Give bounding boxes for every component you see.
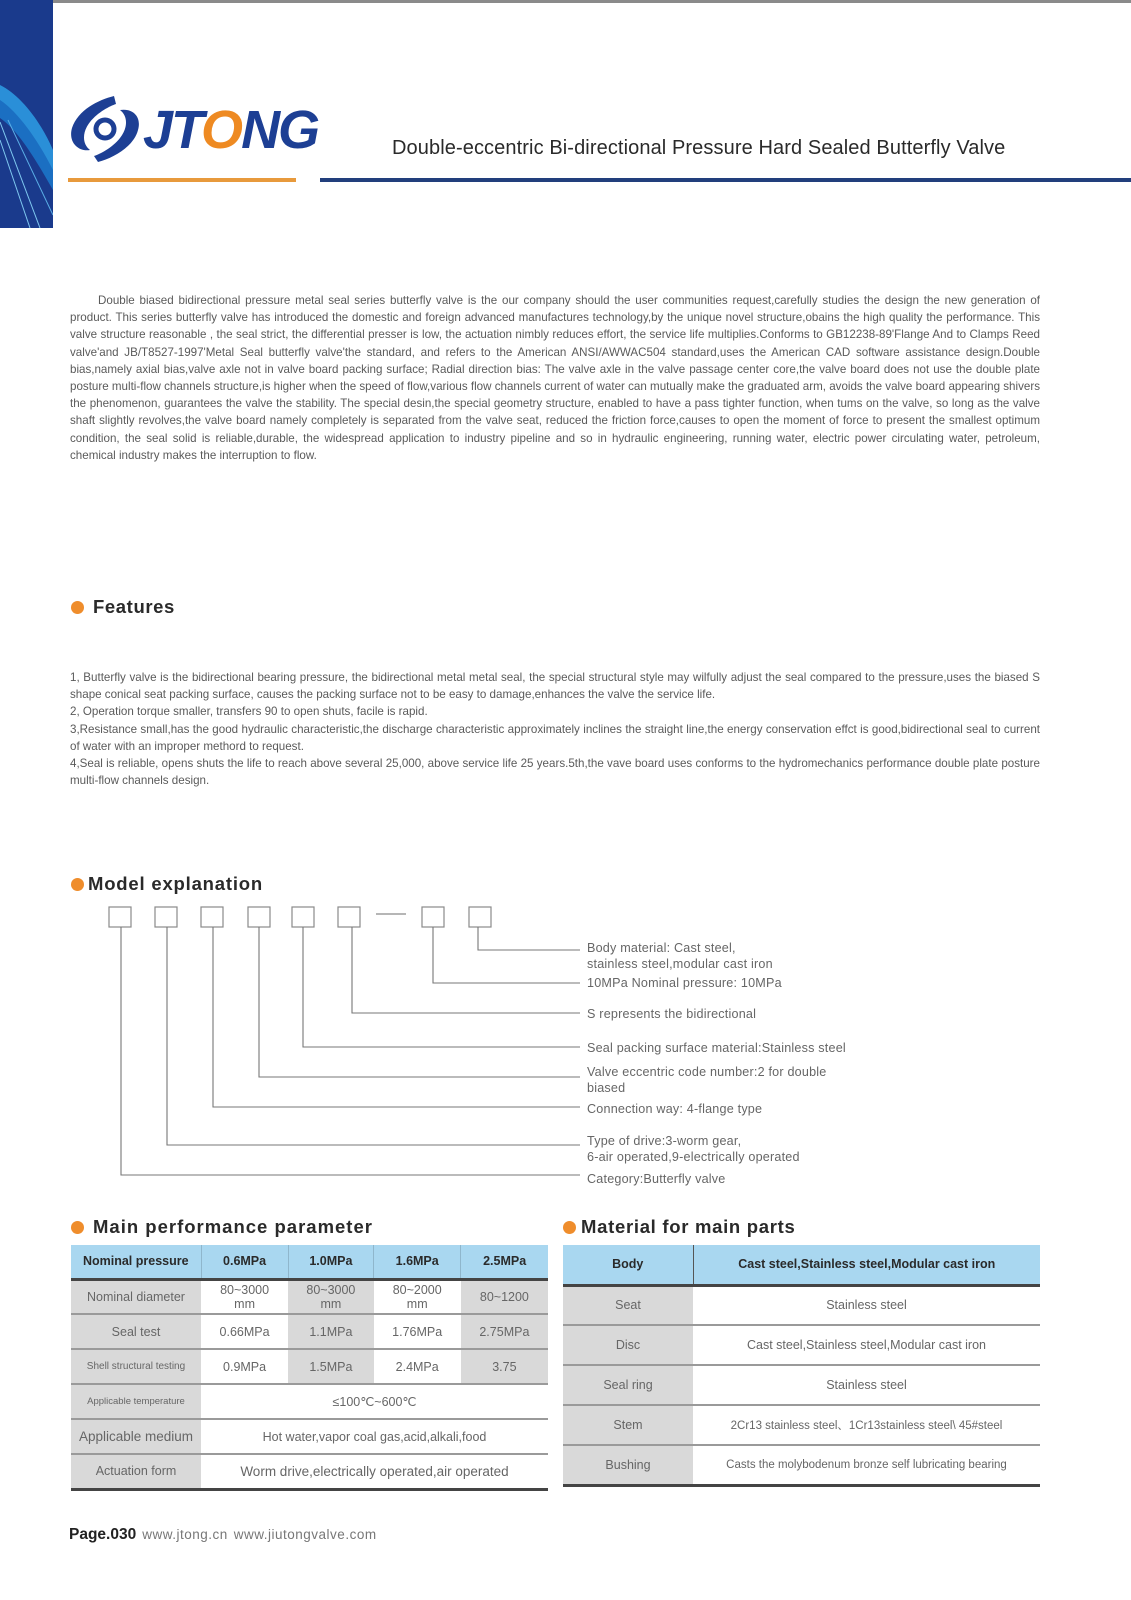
brand-suffix: NG <box>241 100 319 160</box>
table-row <box>563 1285 1040 1325</box>
bullet-dot-icon <box>71 878 84 891</box>
row-label: Applicable temperature <box>71 1384 201 1419</box>
swirl-logo-icon <box>68 92 142 167</box>
model-label: Connection way: 4-flange type <box>587 1102 763 1116</box>
table-cell: 2.75MPa <box>461 1314 548 1349</box>
bullet-dot-icon <box>71 1221 84 1234</box>
brand-accent-letter: O <box>201 100 242 160</box>
model-label: Body material: Cast steel, <box>587 941 736 955</box>
materials-heading <box>563 1216 796 1238</box>
header-cell: 0.6MPa <box>201 1245 288 1279</box>
table-row <box>71 1384 548 1419</box>
table-cell: Stainless steel <box>693 1365 1040 1405</box>
table-cell: 1.76MPa <box>374 1314 461 1349</box>
code-box-8 <box>469 907 491 927</box>
row-label: Shell structural testing <box>71 1349 201 1384</box>
header-cell: 1.6MPa <box>374 1245 461 1279</box>
feature-item: 4,Seal is reliable, opens shuts the life to reach above several 25,000, above service life 25 years.5th,the vave board uses conforms to the hydromechanics performance double plate posture multi-flow channels design. <box>70 757 1040 788</box>
header-cell: Nominal pressure <box>71 1245 201 1279</box>
table-cell: Casts the molybodenum bronze self lubricating bearing <box>693 1445 1040 1485</box>
table-row <box>71 1349 548 1384</box>
materials-heading-text: Material for main parts <box>581 1216 796 1237</box>
code-box-5 <box>292 907 314 927</box>
document-title: Double-eccentric Bi-directional Pressure Hard Sealed Butterfly Valve <box>392 137 1006 159</box>
table-cell: 1.1MPa <box>288 1314 373 1349</box>
model-label: Type of drive:3-worm gear, <box>587 1134 742 1148</box>
model-label: Category:Butterfly valve <box>587 1172 726 1186</box>
code-box-6 <box>338 907 360 927</box>
table-row <box>563 1405 1040 1445</box>
model-label: S represents the bidirectional <box>587 1007 757 1021</box>
row-label: Bushing <box>563 1445 693 1485</box>
website-link[interactable]: www.jtong.cn <box>142 1527 228 1542</box>
performance-heading-text: Main performance parameter <box>93 1216 373 1237</box>
table-row <box>563 1365 1040 1405</box>
code-box-2 <box>155 907 177 927</box>
code-box-1 <box>109 907 131 927</box>
table-cell: 2Cr13 stainless steel、1Cr13stainless steel\ 45#steel <box>693 1405 1040 1445</box>
features-list <box>70 669 1040 789</box>
table-cell: 3.75 <box>461 1349 548 1384</box>
model-heading-text: Model explanation <box>88 873 263 894</box>
row-label: Applicable medium <box>71 1419 201 1454</box>
table-row <box>563 1325 1040 1365</box>
row-label: Seal ring <box>563 1365 693 1405</box>
row-label: Seat <box>563 1285 693 1325</box>
table-cell: Hot water,vapor coal gas,acid,alkali,food <box>201 1419 548 1454</box>
table-cell: 0.9MPa <box>201 1349 288 1384</box>
table-row <box>71 1279 548 1314</box>
model-label: Valve eccentric code number:2 for double <box>587 1065 827 1079</box>
feature-item: 2, Operation torque smaller, transfers 90 to open shuts, facile is rapid. <box>70 705 428 719</box>
model-label: stainless steel,modular cast iron <box>587 957 773 971</box>
table-header-row <box>563 1245 1040 1285</box>
code-box-7 <box>422 907 444 927</box>
jtong-logo <box>68 92 318 167</box>
feature-item: 3,Resistance small,has the good hydraulic characteristic,the discharge characteristic approximately inclines the straight line,the energy conservation effct is good,bidirectional seal to current of water with an improper methord to request. <box>70 722 1040 753</box>
bullet-dot-icon <box>71 601 84 614</box>
table-cell: 2.4MPa <box>374 1349 461 1384</box>
table-cell: 80~3000 mm <box>288 1279 373 1314</box>
code-box-4 <box>248 907 270 927</box>
website-link[interactable]: www.jiutongvalve.com <box>233 1527 377 1542</box>
features-heading <box>71 596 175 618</box>
header-rule-orange <box>68 178 296 182</box>
row-label: Stem <box>563 1405 693 1445</box>
performance-table <box>71 1245 548 1491</box>
table-row <box>71 1314 548 1349</box>
table-row <box>71 1419 548 1454</box>
table-header-row <box>71 1245 548 1279</box>
table-cell: Worm drive,electrically operated,air operated <box>201 1454 548 1489</box>
table-cell: 80~3000 mm <box>201 1279 288 1314</box>
brand-prefix: JT <box>143 100 202 160</box>
row-label: Seal test <box>71 1314 201 1349</box>
top-border <box>0 0 1131 3</box>
features-heading-text: Features <box>93 596 175 617</box>
table-cell: ≤100℃~600℃ <box>201 1384 548 1419</box>
bullet-dot-icon <box>563 1221 576 1234</box>
table-row <box>71 1454 548 1489</box>
row-label: Disc <box>563 1325 693 1365</box>
code-box-3 <box>201 907 223 927</box>
header-cell: 1.0MPa <box>288 1245 373 1279</box>
model-label: 10MPa Nominal pressure: 10MPa <box>587 976 782 990</box>
table-cell: 80~1200 <box>461 1279 548 1314</box>
header-cell: Body <box>563 1245 693 1285</box>
table-cell: 1.5MPa <box>288 1349 373 1384</box>
table-cell: 0.66MPa <box>201 1314 288 1349</box>
row-label: Nominal diameter <box>71 1279 201 1314</box>
header-rule-blue <box>320 178 1131 182</box>
page-number: Page.030 <box>69 1526 137 1543</box>
header-cell: Cast steel,Stainless steel,Modular cast iron <box>693 1245 1040 1285</box>
page-footer <box>69 1526 383 1544</box>
model-label: 6-air operated,9-electrically operated <box>587 1150 800 1164</box>
table-cell: Cast steel,Stainless steel,Modular cast iron <box>693 1325 1040 1365</box>
materials-table <box>563 1245 1040 1487</box>
table-cell: Stainless steel <box>693 1285 1040 1325</box>
model-label: biased <box>587 1081 626 1095</box>
model-label: Seal packing surface material:Stainless steel <box>587 1041 846 1055</box>
row-label: Actuation form <box>71 1454 201 1489</box>
header-cell: 2.5MPa <box>461 1245 548 1279</box>
intro-paragraph: Double biased bidirectional pressure metal seal series butterfly valve is the our company should the user communities request,carefully studies the design the new generation of product. This series butterfly valve has introduced the domestic and foreign advanced manufactures technology,by the unique novel structure,obains the high quality the performance. This valve structure reasonable , the seal strict, the differential presser is low, the actuation nimbly reduces effort, the service life multiplies.Conforms to GB12238-89'Flange And to Clamps Reed valve'and JB/T8527-1997'Metal Seal butterfly valve'the standard, and refers to the American ANSI/AWWAC504 standard,uses the American CAD software assistance design.Double bias,namely axial bias,valve axle not in valve board packing surface; Radial direction bias: The valve axle in the valve passage center core,the valve board does not use the double plate posture multi-flow channels structure,is higher when the speed of flow,various flow channels current of water can mutually make the graduated arm, avoids the valve board appearing shivers the phenomenon, guarantees the valve the stability. The special desin,the special geometry structure, enabled to have a pass tighter function, when tums on the valve, so long as the valve shaft slightly revolves,the valve board namely completely is separated from the valve seat, reduced the friction force,causes to open the moment of force to present the smallest optimum condition, the seal solid is reliable,durable, the widespread application to industry pipeline and so in hydraulic engineering, running water, electric power circulating water, petroleum, chemical industry makes the interruption to flow. <box>70 294 1040 462</box>
feature-item: 1, Butterfly valve is the bidirectional bearing pressure, the bidirectional metal metal seal, the special structural style may wilfully adjust the seal compared to the pressure,uses the biased S shape conical seat packing surface, causes the packing surface not to be easy to damage,enhances the valve the service life. <box>70 671 1040 702</box>
table-cell: 80~2000 mm <box>374 1279 461 1314</box>
table-row <box>563 1445 1040 1485</box>
performance-heading <box>71 1216 373 1238</box>
side-banner-graphic <box>0 0 53 228</box>
brand-wordmark <box>143 100 318 160</box>
model-explanation-heading <box>71 873 263 895</box>
